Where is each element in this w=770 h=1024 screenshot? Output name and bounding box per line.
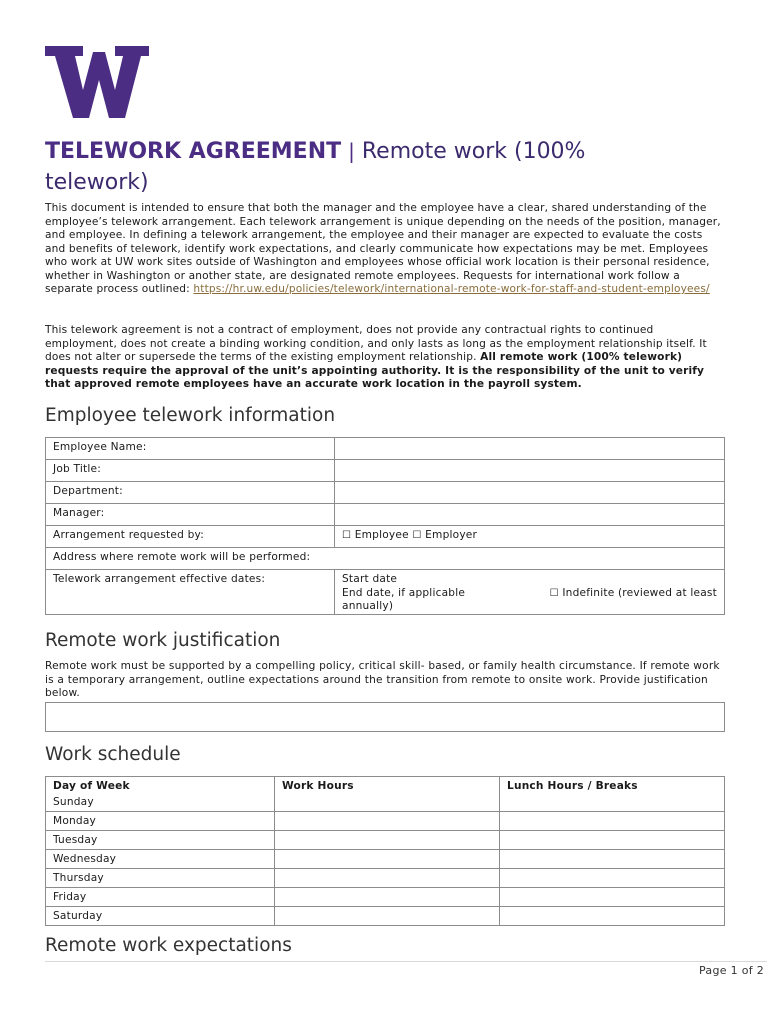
- arrangement-options: [335, 526, 725, 548]
- day-of-week-header: Day of Week: [53, 780, 130, 792]
- employee-option-label: Employee: [354, 529, 409, 541]
- footer-divider: [45, 961, 767, 962]
- manager-label: Manager:: [46, 504, 335, 526]
- work-hours-field[interactable]: [275, 907, 500, 926]
- approval-requirement: All remote work (100% telework) requests require the approval of the unit’s appointing authority. It is the responsibility of the unit to verify that approved remote employees have an accurate work location in the payroll system.: [45, 351, 705, 390]
- page-title: [45, 136, 685, 198]
- title-subtitle: Remote work (100% telework): [45, 139, 586, 195]
- dates-cell: [335, 570, 725, 615]
- department-label: Department:: [46, 482, 335, 504]
- manager-field[interactable]: [335, 504, 725, 526]
- table-row: [46, 482, 725, 504]
- indefinite-label: Indefinite (reviewed at least: [562, 587, 717, 599]
- table-row: [46, 570, 725, 615]
- work-schedule-heading: Work schedule: [45, 744, 181, 765]
- work-schedule-table: [45, 776, 725, 926]
- breaks-field[interactable]: [500, 850, 725, 869]
- arrangement-label: Arrangement requested by:: [46, 526, 335, 548]
- international-work-link[interactable]: https://hr.uw.edu/policies/telework/international-remote-work-for-staff-and-student-employees/: [193, 283, 710, 295]
- day-cell: Tuesday: [46, 831, 275, 850]
- table-row: [46, 504, 725, 526]
- table-row: [46, 831, 725, 850]
- work-hours-field[interactable]: [275, 869, 500, 888]
- disclaimer-paragraph: [45, 324, 725, 392]
- uw-logo: [45, 46, 149, 118]
- work-hours-field[interactable]: [275, 831, 500, 850]
- table-row: [46, 850, 725, 869]
- employee-info-heading: Employee telework information: [45, 405, 336, 426]
- department-field[interactable]: [335, 482, 725, 504]
- work-hours-field[interactable]: [275, 812, 500, 831]
- justification-text: Remote work must be supported by a compelling policy, critical skill- based, or family health circumstance. If remote work is a temporary arrangement, outline expectations around the transition from remote to onsite work. Provide justification below.: [45, 660, 720, 699]
- day-cell: Wednesday: [46, 850, 275, 869]
- indefinite-option: [550, 587, 717, 599]
- job-title-field[interactable]: [335, 460, 725, 482]
- table-row: [46, 777, 725, 812]
- justification-field[interactable]: [45, 702, 725, 732]
- employer-checkbox[interactable]: ☐: [412, 530, 422, 541]
- day-cell: Monday: [46, 812, 275, 831]
- justification-heading: Remote work justification: [45, 630, 281, 651]
- work-hours-header: Work Hours: [275, 777, 500, 812]
- table-row: [46, 888, 725, 907]
- end-date-label[interactable]: End date, if applicable: [342, 586, 466, 599]
- breaks-field[interactable]: [500, 907, 725, 926]
- employee-name-field[interactable]: [335, 438, 725, 460]
- breaks-field[interactable]: [500, 831, 725, 850]
- title-separator: |: [348, 139, 355, 163]
- employee-checkbox[interactable]: ☐: [342, 530, 352, 541]
- page-number: Page 1 of 2: [698, 964, 764, 977]
- start-date-label[interactable]: Start date: [342, 573, 398, 585]
- lunch-breaks-header: Lunch Hours / Breaks: [500, 777, 725, 812]
- intro-paragraph: [45, 202, 725, 297]
- title-bold: TELEWORK AGREEMENT: [45, 139, 342, 164]
- work-hours-field[interactable]: [275, 888, 500, 907]
- disclaimer-text: This telework agreement is not a contract of employment, does not provide any contractual rights to continued employment, does not create a binding working condition, and only lasts as long as the employment relationship itself. It does not alter or supersede the terms of the existing employment relationship.: [45, 324, 707, 363]
- dates-label: Telework arrangement effective dates:: [46, 570, 335, 615]
- work-hours-field[interactable]: [275, 850, 500, 869]
- day-cell: Saturday: [46, 907, 275, 926]
- table-row: [46, 460, 725, 482]
- employee-info-table: [45, 437, 725, 615]
- table-row: [46, 869, 725, 888]
- day-cell: Sunday: [53, 796, 94, 808]
- table-row: [46, 812, 725, 831]
- breaks-field[interactable]: [500, 869, 725, 888]
- breaks-field[interactable]: [500, 888, 725, 907]
- indefinite-checkbox[interactable]: ☐: [549, 588, 559, 599]
- table-row: [46, 438, 725, 460]
- employer-option-label: Employer: [425, 529, 478, 541]
- intro-text: This document is intended to ensure that both the manager and the employee have a clear, shared understanding of the employee’s telework arrangement. Each telework arrangement is unique depending on the needs of the position, manager, and employee. In defining a telework arrangement, the employee and their manager are expected to evaluate the costs and benefits of telework, identify work expectations, and clearly communicate how expectations may be met. Employees who work at UW work sites outside of Washington and employees whose official work location is their personal residence, whether in Washington or another state, are designated remote employees. Requests for international work follow a separate process outlined:: [45, 202, 721, 295]
- breaks-field[interactable]: [500, 812, 725, 831]
- employee-name-label: Employee Name:: [46, 438, 335, 460]
- table-row: [46, 907, 725, 926]
- day-cell: Thursday: [46, 869, 275, 888]
- day-column: [46, 777, 275, 812]
- job-title-label: Job Title:: [46, 460, 335, 482]
- table-row: [46, 526, 725, 548]
- end-date-note: annually): [342, 600, 394, 612]
- table-row: [46, 548, 725, 570]
- dates-fields: [342, 573, 492, 614]
- expectations-heading: Remote work expectations: [45, 935, 292, 956]
- day-cell: Friday: [46, 888, 275, 907]
- address-label[interactable]: Address where remote work will be performed:: [46, 548, 725, 570]
